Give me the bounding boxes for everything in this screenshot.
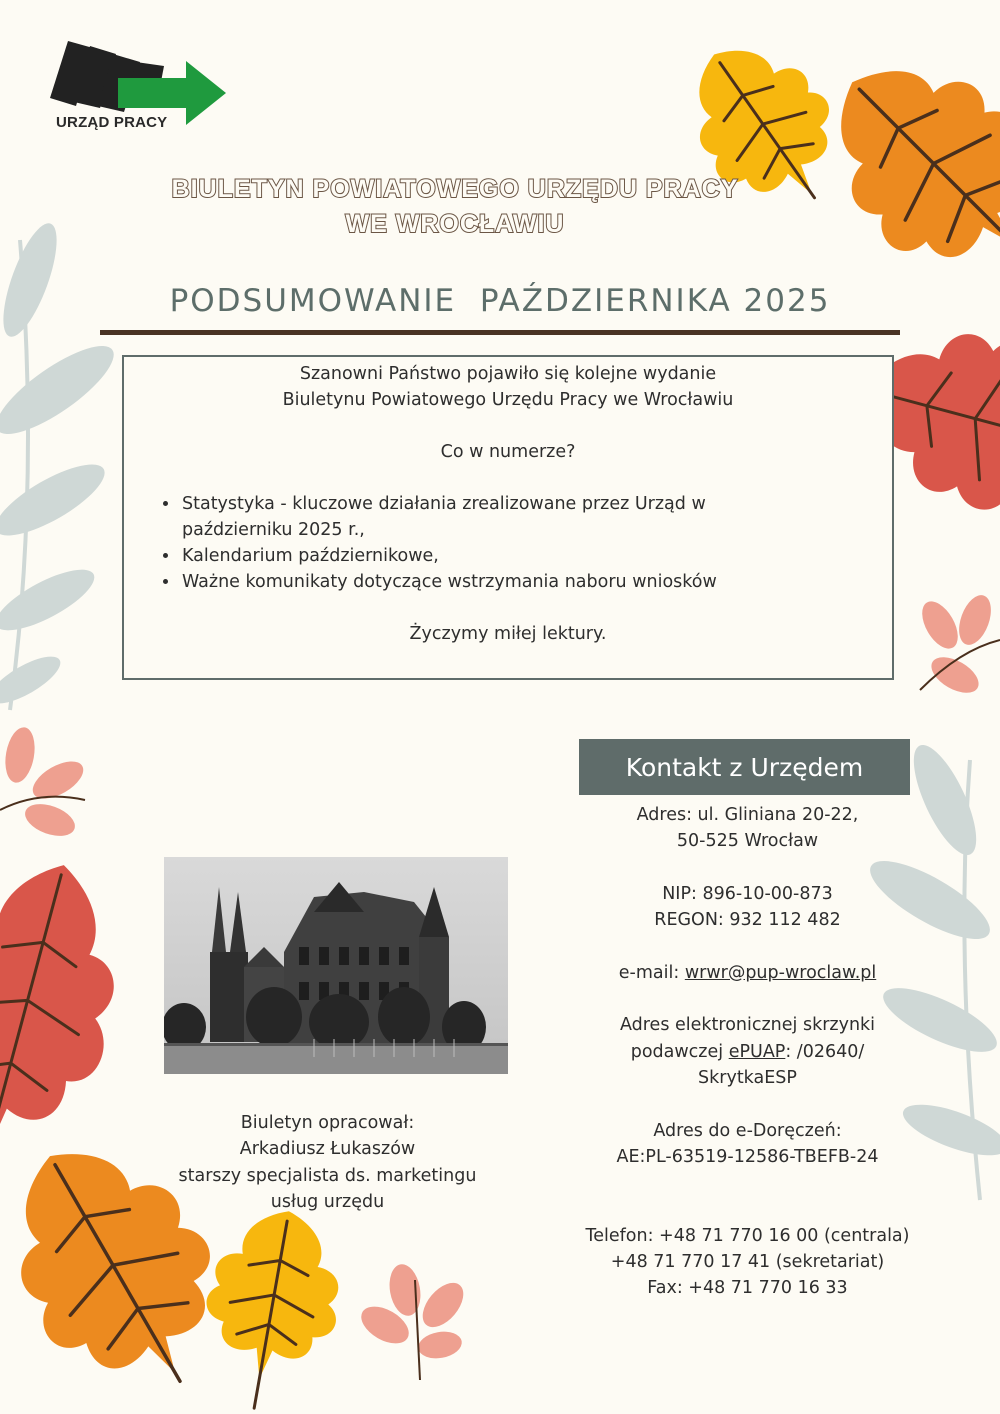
summary-heading: PODSUMOWANIE PAŹDZIERNIKA 2025: [169, 283, 831, 319]
email-label: e-mail:: [618, 962, 685, 983]
contents-list: [124, 491, 892, 595]
credits-line-1: Biuletyn opracował:: [240, 1113, 415, 1133]
phone-line-2: +48 71 770 17 41 (sekretariat): [610, 1252, 885, 1273]
list-item: • Kalendarium październikowe,: [180, 543, 802, 569]
urzad-pracy-logo: [38, 36, 238, 136]
email-link[interactable]: wrwr@pup-wroclaw.pl: [684, 962, 877, 983]
address-line-1: Adres: ul. Gliniana 20-22,: [636, 805, 859, 825]
intro-box: [122, 355, 894, 680]
edoreczenia-value: AE:PL-63519-12586-TBEFB-24: [616, 1146, 879, 1167]
intro-greeting: [124, 357, 892, 413]
address-line-2: 50-525 Wrocław: [676, 831, 819, 852]
red-oak-leaf-left: [0, 843, 147, 1187]
credits: [150, 1110, 505, 1215]
yellow-oak-leaf-bottom: [190, 1200, 354, 1414]
logo-text: URZĄD PRACY: [56, 114, 168, 131]
contact-header: Kontakt z Urzędem: [579, 739, 910, 795]
orange-oak-leaf-top-right: [790, 20, 1000, 315]
epuap-pre: podawczej: [630, 1041, 729, 1062]
edoreczenia-label: Adres do e-Doręczeń:: [653, 1120, 842, 1141]
credits-line-2: Arkadiusz Łukaszów: [239, 1139, 416, 1160]
phone-line-1: Telefon: +48 71 770 16 00 (centrala): [585, 1225, 910, 1246]
regon: REGON: 932 112 482: [654, 910, 841, 931]
epuap-line-2: [560, 1039, 935, 1065]
email-row: [560, 960, 935, 986]
pink-leaflets-right: [915, 591, 1000, 700]
credits-line-3: starszy specjalista ds. marketingu: [178, 1165, 477, 1186]
intro-closing: Życzymy miłej lektury.: [409, 624, 607, 644]
list-item: • Statystyka - kluczowe działania zrealizowane przez Urząd w październiku 2025 r.,: [180, 491, 802, 543]
contact-details: [560, 802, 935, 1302]
intro-line-2: Biuletynu Powiatowego Urzędu Pracy we Wrocławiu: [282, 390, 734, 410]
bulletin-title-line1: BIULETYN POWIATOWEGO URZĘDU PRACY: [171, 175, 739, 203]
intro-line-1: Szanowni Państwo pojawiło się kolejne wydanie: [299, 364, 717, 384]
pink-leaflets-bottom: [355, 1262, 471, 1380]
credits-line-4: usług urzędu: [270, 1191, 385, 1212]
epuap-line-3: SkrytkaESP: [698, 1067, 797, 1088]
epuap-post: : /02640/: [785, 1041, 865, 1062]
bulletin-title-line2: WE WROCŁAWIU: [345, 210, 565, 238]
list-item: • Ważne komunikaty dotyczące wstrzymania naboru wniosków: [180, 569, 802, 595]
heading-divider: [100, 330, 900, 335]
intro-question: Co w numerze?: [440, 442, 576, 462]
building-photo: [164, 857, 508, 1074]
fax: Fax: +48 71 770 16 33: [647, 1278, 848, 1299]
nip: NIP: 896-10-00-873: [662, 883, 833, 904]
epuap-link[interactable]: ePUAP: [728, 1041, 786, 1062]
building-photo-graphic: [164, 857, 508, 1074]
bulletin-title: [110, 172, 800, 242]
epuap-line-1: Adres elektronicznej skrzynki: [619, 1015, 876, 1036]
pink-leaflets-left: [0, 725, 89, 842]
